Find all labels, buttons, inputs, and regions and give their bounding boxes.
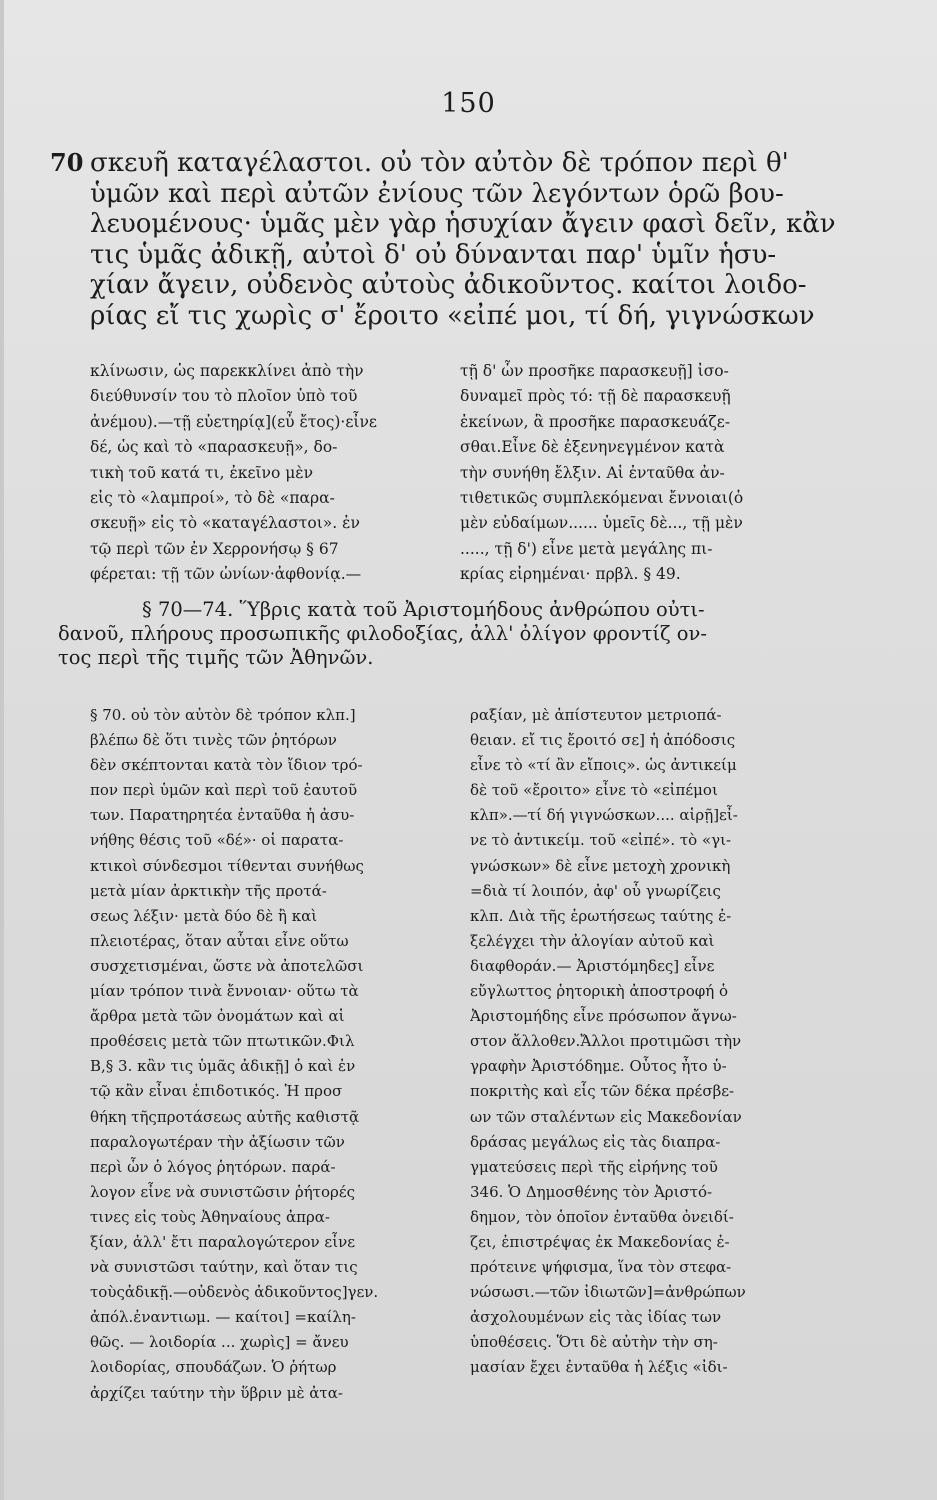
commentary-line: τικὴ τοῦ κατά τι, ἐκεῖνο μὲν (90, 463, 314, 482)
commentary-top-right-column (460, 359, 810, 588)
commentary-line: κτικοὶ σύνδεσμοι τίθενται συνήθως (90, 856, 364, 875)
commentary-line: ζει, ἐπιστρέψας ἐκ Μακεδονίας ἐ- (470, 1232, 730, 1251)
commentary-line: δέ, ὡς καὶ τὸ «παρασκευῇ», δο- (90, 438, 338, 457)
commentary-line: πλειοτέρας, ὅταν αὗται εἶνε οὕτω (90, 931, 349, 950)
commentary-line: τιθετικῶς συμπλεκόμεναι ἔννοιαι(ὁ (460, 489, 744, 508)
main-text-line-content: σκευῆ καταγέλαστοι. οὐ τὸν αὐτὸν δὲ τρόπον περὶ θ' (90, 148, 789, 178)
commentary-line: σκευῇ» εἰς τὸ «καταγέλαστοι». ἐν (90, 514, 360, 533)
commentary-line: δυναμεῖ πρὸς τό: τῇ δὲ παρασκευῇ (460, 387, 731, 406)
commentary-line: θειαν. εἴ τις ἔροιτό σε] ἡ ἀπόδοσις (470, 731, 736, 750)
commentary-line: νε τὸ ἀντικείμ. τοῦ «εἰπέ». τὸ «γι- (470, 831, 732, 850)
commentary-line: δὲ τοῦ «ἔροιτο» εἶνε τὸ «εἰπέμοι (470, 781, 718, 800)
commentary-line: κρίας εἰρημέναι· πρβλ. § 49. (460, 565, 681, 584)
commentary-line: εὔγλωττος ῥητορικὴ ἀποστροφή ὁ (470, 982, 729, 1001)
commentary-line: σθαι.Εἶνε δὲ ἐξενηνεγμένον κατὰ (460, 438, 725, 457)
commentary-line: ἐκείνων, ἃ προσῆκε παρασκευάζε- (460, 412, 731, 431)
commentary-line: στον ἄλλοθεν.Ἄλλοι προτιμῶσι τὴν (470, 1032, 742, 1051)
commentary-line: θήκη τῆςπροτάσεως αὐτῆς καθιστᾷ (90, 1107, 360, 1126)
commentary-line: προθέσεις μετὰ τῶν πτωτικῶν.Φιλ (90, 1032, 355, 1051)
commentary-line: § 70. οὐ τὸν αὐτὸν δὲ τρόπον κλπ.] (90, 706, 356, 724)
commentary-line: πρότεινε ψήφισμα, ἵνα τὸν στεφα- (470, 1258, 732, 1277)
commentary-line: Β,§ 3. κἂν τις ὑμᾶς ἀδικῇ] ὁ καὶ ἐν (90, 1057, 356, 1076)
section-heading-line: τος περὶ τῆς τιμῆς τῶν Ἀθηνῶν. (58, 646, 374, 669)
commentary-bottom-right-column (470, 703, 820, 1406)
commentary-line: συσχετισμέναι, ὥστε νὰ ἀποτελῶσι (90, 956, 364, 975)
commentary-line: γματεύσεις περὶ τῆς εἰρήνης τοῦ (470, 1157, 718, 1176)
commentary-line: λογον εἶνε νὰ συνιστῶσιν ῥήτορές (90, 1182, 356, 1201)
commentary-line: νώσωσι.—τῶν ἰδιωτῶν]=ἀνθρώπων (470, 1283, 746, 1302)
page-number: 150 (441, 88, 496, 119)
commentary-bottom-left-column (90, 703, 440, 1406)
main-text-line: τις ὑμᾶς ἀδικῇ, αὐτοὶ δ' οὐ δύνανται παρ' ὑμῖν ἡσυ- (90, 239, 777, 270)
commentary-line: ἄρθρα μετὰ τῶν ὀνομάτων καὶ αἱ (90, 1007, 345, 1026)
commentary-line: ἀσχολουμένων εἰς τὰς ἰδίας των (470, 1308, 722, 1327)
commentary-line: περὶ ὧν ὁ λόγος ῥητόρων. παρά- (90, 1157, 336, 1176)
commentary-line: τῷ περὶ τῶν ἐν Χερρονήσῳ § 67 (90, 539, 339, 558)
commentary-line: τῷ κἂν εἶναι ἐπιδοτικός. Ἡ προσ (90, 1082, 343, 1101)
commentary-bottom (90, 703, 820, 1406)
commentary-line: ....., τῇ δ') εἶνε μετὰ μεγάλης πι- (460, 539, 713, 558)
commentary-top (90, 359, 810, 588)
commentary-line: μετὰ μίαν ἀρκτικὴν τῆς προτά- (90, 881, 327, 900)
commentary-line: ων τῶν σταλέντων εἰς Μακεδονίαν (470, 1107, 742, 1126)
commentary-line: ξίαν, ἀλλ' ἔτι παραλογώτερον εἶνε (90, 1232, 355, 1251)
commentary-line: μίαν τρόπον τινὰ ἔννοιαν· οὕτω τὰ (90, 982, 359, 1001)
commentary-line: διαφθοράν.— Ἀριστόμηδες] εἶνε (470, 956, 715, 975)
commentary-line: 346. Ὁ Δημοσθένης τὸν Ἀριστό- (470, 1182, 713, 1201)
commentary-line: κλίνωσιν, ὡς παρεκκλίνει ἀπὸ τὴν (90, 362, 364, 380)
main-text-line: ὑμῶν καὶ περὶ αὐτῶν ἐνίους τῶν λεγόντων ὁρῶ βου- (90, 178, 784, 209)
section-heading (58, 598, 878, 670)
commentary-line: κλπ. Διὰ τῆς ἐρωτήσεως ταύτης ἐ- (470, 906, 732, 925)
commentary-line: βλέπω δὲ ὅτι τινὲς τῶν ῥητόρων (90, 731, 337, 750)
commentary-top-left-column (90, 359, 440, 588)
commentary-line: κλπ».—τί δή γιγνώσκων.... αἱρῇ]εἶ- (470, 806, 738, 825)
main-text-line: λευομένους· ὑμᾶς μὲν γὰρ ἡσυχίαν ἄγειν φασὶ δεῖν, κἂν (90, 209, 836, 239)
commentary-line: νήθης θέσις τοῦ «δέ»· οἱ παρατα- (90, 831, 344, 850)
main-text-line: χίαν ἄγειν, οὐδενὸς αὐτοὺς ἀδικοῦντος. καίτοι λοιδο- (90, 270, 807, 300)
commentary-line: ἀνέμου).—τῇ εὐετηρίᾳ](εὖ ἔτος)·εἶνε (90, 412, 377, 431)
commentary-line: δράσας μεγάλως εἰς τὰς διαπρα- (470, 1132, 721, 1151)
commentary-line: εἶνε τὸ «τί ἂν εἴποις». ὡς ἀντικείμ (470, 756, 737, 775)
commentary-line: φέρεται: τῇ τῶν ὠνίων·ἀφθονίᾳ.— (90, 565, 362, 584)
main-text-line: ρίας εἴ τις χωρὶς σ' ἔροιτο «εἰπέ μοι, τί δή, γιγνώσκων (90, 300, 815, 331)
commentary-line: ἀρχίζει ταύτην τὴν ὕβριν μὲ ἀτα- (90, 1383, 343, 1402)
commentary-line: διεύθυνσίν του τὸ πλοῖον ὑπὸ τοῦ (90, 387, 358, 406)
commentary-line: τινες εἰς τοὺς Ἀθηναίους ἀπρα- (90, 1207, 330, 1226)
commentary-line: ξελέγχει τὴν ἀλογίαν αὐτοῦ καὶ (470, 931, 715, 950)
commentary-line: τὴν συνήθη ἔλξιν. Αἱ ἐνταῦθα ἀν- (460, 463, 725, 482)
commentary-line: πον περὶ ὑμῶν καὶ περὶ τοῦ ἑαυτοῦ (90, 781, 358, 800)
commentary-line: δὲν σκέπτονται κατὰ τὸν ἴδιον τρό- (90, 756, 363, 775)
commentary-line: θῶς. — λοιδορία ... χωρὶς] = ἄνευ (90, 1333, 349, 1352)
commentary-line: δημον, τὸν ὁποῖον ἐνταῦθα ὀνειδί- (470, 1207, 734, 1226)
commentary-line: ὑποθέσεις. Ὅτι δὲ αὐτὴν τὴν ση- (470, 1333, 718, 1352)
section-heading-line: § 70—74. Ὕβρις κατὰ τοῦ Ἀριστομήδους ἀνθρώπου οὐτι- (142, 598, 705, 621)
commentary-line: των. Παρατηρητέα ἐνταῦθα ἡ ἀσυ- (90, 806, 355, 825)
commentary-line: εἰς τὸ «λαμπροί», τὸ δὲ «παρα- (90, 489, 335, 508)
commentary-line: μασίαν ἔχει ἐνταῦθα ἡ λέξις «ἰδι- (470, 1358, 728, 1377)
commentary-line: παραλογωτέραν τὴν ἀξίωσιν τῶν (90, 1132, 345, 1151)
commentary-line: ποκριτὴς καὶ εἷς τῶν δέκα πρέσβε- (470, 1082, 735, 1101)
commentary-line: ἀπόλ.ἐναντιωμ. — καίτοι] =καίλη- (90, 1308, 356, 1327)
main-text-line (50, 148, 858, 179)
commentary-line: =διὰ τί λοιπόν, ἀφ' οὗ γνωρίζεις (470, 881, 721, 900)
commentary-line: Ἀριστομήδης εἶνε πρόσωπον ἄγνω- (470, 1007, 737, 1026)
commentary-line: γνώσκων» δὲ εἶνε μετοχὴ χρονικὴ (470, 856, 731, 875)
line-number: 70 (50, 148, 84, 177)
section-heading-line: δανοῦ, πλήρους προσωπικῆς φιλοδοξίας, ἀλλ' ὀλίγον φροντίζ ον- (58, 622, 707, 645)
commentary-line: τοὺςἀδικῇ.—οὐδενὸς ἀδικοῦντος]γεν. (90, 1283, 379, 1302)
commentary-line: σεως λέξιν· μετὰ δύο δὲ ἢ καὶ (90, 906, 318, 925)
commentary-line: λοιδορίας, σπουδάζων. Ὁ ῥήτωρ (90, 1358, 337, 1377)
commentary-line: τῇ δ' ὧν προσῆκε παρασκευῇ] ἰσο- (460, 362, 729, 380)
commentary-line: νὰ συνιστῶσι ταύτην, καὶ ὅταν τις (90, 1258, 358, 1277)
main-text (50, 148, 858, 331)
commentary-line: μὲν εὐδαίμων...... ὑμεῖς δὲ..., τῇ μὲν (460, 514, 743, 533)
commentary-line: ραξίαν, μὲ ἀπίστευτον μετριοπά- (470, 706, 722, 724)
page-edge (0, 0, 4, 1500)
commentary-line: γραφὴν Ἀριστόδημε. Οὗτος ἦτο ὑ- (470, 1057, 727, 1076)
